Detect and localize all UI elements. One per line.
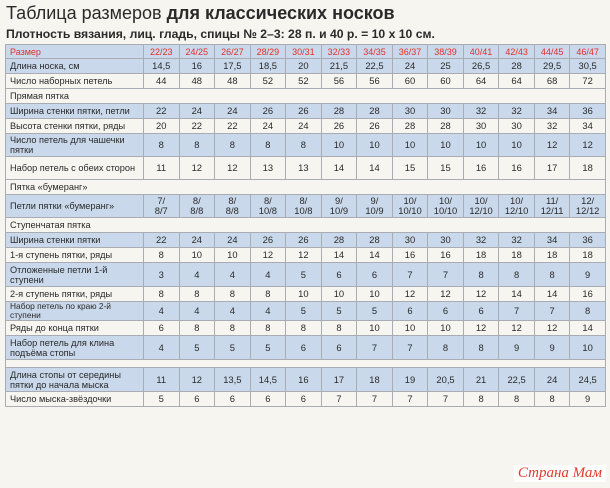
value-cell: 20 [144, 119, 180, 134]
value-cell: 6 [179, 392, 215, 407]
value-cell: 6 [250, 392, 286, 407]
value-cell: 7 [357, 392, 393, 407]
value-cell: 24 [179, 233, 215, 248]
value-cell: 5 [357, 302, 393, 321]
value-cell: 8 [428, 336, 464, 360]
value-cell: 30 [392, 233, 428, 248]
value-cell: 18 [570, 248, 606, 263]
value-cell: 34 [534, 104, 570, 119]
value-cell: 8 [321, 321, 357, 336]
value-cell: 7 [428, 263, 464, 287]
value-cell: 8 [215, 321, 251, 336]
value-cell: 4 [250, 263, 286, 287]
value-cell: 10 [321, 287, 357, 302]
value-cell: 8 [286, 321, 322, 336]
section-row [6, 89, 606, 104]
value-cell: 30 [428, 104, 464, 119]
value-cell: 7 [499, 302, 535, 321]
size-header-cell: 40/41 [463, 45, 499, 59]
value-cell: 10 [286, 287, 322, 302]
value-cell: 36 [570, 233, 606, 248]
value-cell: 34 [570, 119, 606, 134]
value-cell: 12 [179, 368, 215, 392]
value-cell: 24 [215, 104, 251, 119]
table-row [6, 321, 606, 336]
value-cell: 32 [499, 233, 535, 248]
value-cell: 16 [499, 157, 535, 180]
section-row [6, 360, 606, 368]
value-cell: 22,5 [357, 59, 393, 74]
size-header-cell: 34/35 [357, 45, 393, 59]
value-cell: 8 [463, 336, 499, 360]
value-cell: 8/ 8/8 [215, 195, 251, 218]
value-cell: 56 [321, 74, 357, 89]
value-cell: 26 [321, 119, 357, 134]
value-cell: 12 [499, 321, 535, 336]
value-cell: 22 [179, 119, 215, 134]
value-cell: 14,5 [144, 59, 180, 74]
value-cell: 34 [534, 233, 570, 248]
value-cell: 24,5 [570, 368, 606, 392]
title-regular: Таблица размеров [6, 3, 167, 23]
value-cell: 8 [286, 134, 322, 157]
value-cell: 10 [357, 321, 393, 336]
value-cell: 8/ 10/8 [286, 195, 322, 218]
value-cell: 12 [250, 248, 286, 263]
value-cell: 4 [144, 336, 180, 360]
value-cell: 12 [570, 134, 606, 157]
value-cell: 5 [144, 392, 180, 407]
value-cell: 56 [357, 74, 393, 89]
value-cell: 5 [215, 336, 251, 360]
value-cell: 28 [499, 59, 535, 74]
value-cell: 14 [570, 321, 606, 336]
value-cell: 22 [144, 233, 180, 248]
value-cell: 7 [357, 336, 393, 360]
size-header-label: Размер [6, 45, 144, 59]
value-cell: 6 [286, 336, 322, 360]
value-cell: 30 [463, 119, 499, 134]
value-cell: 6 [428, 302, 464, 321]
page-subtitle: Плотность вязания, лиц. гладь, спицы № 2–3: 28 п. и 40 р. = 10 x 10 см. [6, 27, 435, 41]
value-cell: 16 [392, 248, 428, 263]
value-cell: 28 [357, 104, 393, 119]
value-cell: 28 [321, 233, 357, 248]
row-label: Набор петель с обеих сторон [6, 157, 144, 180]
row-label: Число наборных петель [6, 74, 144, 89]
value-cell: 8 [179, 287, 215, 302]
page-title [6, 2, 395, 24]
value-cell: 17,5 [215, 59, 251, 74]
value-cell: 12 [179, 157, 215, 180]
row-label: Ширина стенки пятки [6, 233, 144, 248]
value-cell: 10 [428, 321, 464, 336]
value-cell: 5 [321, 302, 357, 321]
value-cell: 14 [321, 157, 357, 180]
value-cell: 9/ 10/9 [357, 195, 393, 218]
section-title: Ступенчатая пятка [6, 218, 606, 233]
value-cell: 22 [144, 104, 180, 119]
value-cell: 24 [215, 233, 251, 248]
watermark-logo: Страна Мам [514, 465, 606, 482]
row-label: Ширина стенки пятки, петли [6, 104, 144, 119]
value-cell: 7 [392, 392, 428, 407]
value-cell: 22,5 [499, 368, 535, 392]
value-cell: 8 [215, 287, 251, 302]
value-cell: 10 [179, 248, 215, 263]
value-cell: 10/ 12/10 [463, 195, 499, 218]
value-cell: 5 [286, 302, 322, 321]
value-cell: 24 [534, 368, 570, 392]
value-cell: 22 [215, 119, 251, 134]
value-cell: 10/ 10/10 [428, 195, 464, 218]
value-cell: 8 [534, 392, 570, 407]
value-cell: 48 [179, 74, 215, 89]
value-cell: 52 [250, 74, 286, 89]
table-row [6, 134, 606, 157]
value-cell: 18 [499, 248, 535, 263]
value-cell: 14,5 [250, 368, 286, 392]
value-cell: 30 [392, 104, 428, 119]
value-cell: 18 [463, 248, 499, 263]
table-row [6, 263, 606, 287]
value-cell: 26 [357, 119, 393, 134]
size-header-cell: 22/23 [144, 45, 180, 59]
value-cell: 10/ 12/10 [499, 195, 535, 218]
value-cell: 4 [179, 263, 215, 287]
value-cell: 8 [215, 134, 251, 157]
value-cell: 10 [321, 134, 357, 157]
row-label: Число мыска-звёздочки [6, 392, 144, 407]
value-cell: 8 [250, 134, 286, 157]
value-cell: 18 [570, 157, 606, 180]
value-cell: 16 [179, 59, 215, 74]
value-cell: 6 [392, 302, 428, 321]
size-table [5, 44, 606, 407]
value-cell: 5 [179, 336, 215, 360]
value-cell: 8 [499, 263, 535, 287]
value-cell: 10 [570, 336, 606, 360]
value-cell: 7 [321, 392, 357, 407]
value-cell: 14 [321, 248, 357, 263]
value-cell: 8 [144, 287, 180, 302]
row-label: Длина носка, см [6, 59, 144, 74]
value-cell: 9 [499, 336, 535, 360]
value-cell: 7/ 8/7 [144, 195, 180, 218]
value-cell: 8 [144, 248, 180, 263]
value-cell: 13,5 [215, 368, 251, 392]
row-label: Отложенные петли 1-й ступени [6, 263, 144, 287]
value-cell: 20,5 [428, 368, 464, 392]
value-cell: 26 [250, 104, 286, 119]
table-row [6, 302, 606, 321]
value-cell: 30 [499, 119, 535, 134]
table-row [6, 119, 606, 134]
value-cell: 14 [499, 287, 535, 302]
value-cell: 6 [463, 302, 499, 321]
value-cell: 32 [463, 233, 499, 248]
table-row [6, 233, 606, 248]
value-cell: 6 [321, 336, 357, 360]
row-label: Набор петель по краю 2-й ступени [6, 302, 144, 321]
value-cell: 52 [286, 74, 322, 89]
value-cell: 36 [570, 104, 606, 119]
value-cell: 15 [428, 157, 464, 180]
value-cell: 10 [357, 134, 393, 157]
value-cell: 10 [357, 287, 393, 302]
value-cell: 26 [286, 104, 322, 119]
table-row [6, 368, 606, 392]
value-cell: 11 [144, 157, 180, 180]
value-cell: 18 [534, 248, 570, 263]
table-row [6, 157, 606, 180]
value-cell: 24 [179, 104, 215, 119]
value-cell: 20 [286, 59, 322, 74]
value-cell: 32 [499, 104, 535, 119]
value-cell: 7 [534, 302, 570, 321]
value-cell: 8/ 10/8 [250, 195, 286, 218]
value-cell: 7 [392, 263, 428, 287]
value-cell: 4 [179, 302, 215, 321]
value-cell: 18 [357, 368, 393, 392]
value-cell: 26,5 [463, 59, 499, 74]
value-cell: 4 [215, 263, 251, 287]
value-cell: 19 [392, 368, 428, 392]
table-row [6, 287, 606, 302]
table-row [6, 336, 606, 360]
value-cell: 8 [499, 392, 535, 407]
value-cell: 15 [392, 157, 428, 180]
row-label: Ряды до конца пятки [6, 321, 144, 336]
value-cell: 14 [534, 287, 570, 302]
value-cell: 26 [286, 233, 322, 248]
value-cell: 5 [286, 263, 322, 287]
value-cell: 8 [179, 134, 215, 157]
value-cell: 10/ 10/10 [392, 195, 428, 218]
value-cell: 72 [570, 74, 606, 89]
value-cell: 28 [357, 233, 393, 248]
value-cell: 6 [321, 263, 357, 287]
value-cell: 13 [286, 157, 322, 180]
size-header-cell: 30/31 [286, 45, 322, 59]
value-cell: 24 [392, 59, 428, 74]
value-cell: 16 [463, 157, 499, 180]
header-row [6, 45, 606, 59]
size-header-cell: 38/39 [428, 45, 464, 59]
value-cell: 30 [428, 233, 464, 248]
value-cell: 64 [499, 74, 535, 89]
value-cell: 30,5 [570, 59, 606, 74]
value-cell: 12 [463, 321, 499, 336]
value-cell: 11 [144, 368, 180, 392]
value-cell: 6 [144, 321, 180, 336]
value-cell: 8 [144, 134, 180, 157]
value-cell: 12 [286, 248, 322, 263]
row-label: Число петель для чашечки пятки [6, 134, 144, 157]
value-cell: 24 [286, 119, 322, 134]
value-cell: 16 [570, 287, 606, 302]
value-cell: 12 [463, 287, 499, 302]
value-cell: 12 [534, 134, 570, 157]
value-cell: 48 [215, 74, 251, 89]
value-cell: 12 [534, 321, 570, 336]
value-cell: 5 [250, 336, 286, 360]
value-cell: 16 [428, 248, 464, 263]
value-cell: 3 [144, 263, 180, 287]
table-row [6, 59, 606, 74]
value-cell: 25 [428, 59, 464, 74]
value-cell: 24 [250, 119, 286, 134]
table-row [6, 74, 606, 89]
value-cell: 14 [357, 157, 393, 180]
value-cell: 64 [463, 74, 499, 89]
value-cell: 8 [250, 321, 286, 336]
value-cell: 7 [392, 336, 428, 360]
value-cell: 13 [250, 157, 286, 180]
value-cell: 7 [428, 392, 464, 407]
value-cell: 6 [215, 392, 251, 407]
value-cell: 10 [392, 321, 428, 336]
value-cell: 10 [499, 134, 535, 157]
size-header-cell: 26/27 [215, 45, 251, 59]
value-cell: 9/ 10/9 [321, 195, 357, 218]
value-cell: 4 [250, 302, 286, 321]
value-cell: 28 [428, 119, 464, 134]
size-header-cell: 42/43 [499, 45, 535, 59]
value-cell: 4 [144, 302, 180, 321]
value-cell: 6 [286, 392, 322, 407]
value-cell: 8 [463, 263, 499, 287]
table-row [6, 248, 606, 263]
value-cell: 8 [179, 321, 215, 336]
value-cell: 32 [534, 119, 570, 134]
size-header-cell: 46/47 [570, 45, 606, 59]
row-label: 2-я ступень пятки, ряды [6, 287, 144, 302]
value-cell: 18,5 [250, 59, 286, 74]
section-title: Прямая пятка [6, 89, 606, 104]
value-cell: 17 [321, 368, 357, 392]
value-cell: 9 [534, 336, 570, 360]
row-label: Набор петель для клина подъёма стопы [6, 336, 144, 360]
size-header-cell: 24/25 [179, 45, 215, 59]
value-cell: 32 [463, 104, 499, 119]
value-cell: 10 [463, 134, 499, 157]
value-cell: 9 [570, 392, 606, 407]
value-cell: 8 [463, 392, 499, 407]
value-cell: 16 [286, 368, 322, 392]
table-row [6, 195, 606, 218]
row-label: Высота стенки пятки, ряды [6, 119, 144, 134]
value-cell: 21 [463, 368, 499, 392]
size-header-cell: 36/37 [392, 45, 428, 59]
section-row [6, 180, 606, 195]
value-cell: 8 [570, 302, 606, 321]
section-row [6, 218, 606, 233]
section-title [6, 360, 606, 368]
row-label: 1-я ступень пятки, ряды [6, 248, 144, 263]
value-cell: 8 [250, 287, 286, 302]
value-cell: 10 [215, 248, 251, 263]
size-header-cell: 44/45 [534, 45, 570, 59]
value-cell: 10 [428, 134, 464, 157]
value-cell: 6 [357, 263, 393, 287]
value-cell: 12 [392, 287, 428, 302]
value-cell: 12/ 12/12 [570, 195, 606, 218]
value-cell: 17 [534, 157, 570, 180]
value-cell: 10 [392, 134, 428, 157]
value-cell: 11/ 12/11 [534, 195, 570, 218]
section-title: Пятка «бумеранг» [6, 180, 606, 195]
value-cell: 14 [357, 248, 393, 263]
title-bold: для классических носков [166, 3, 395, 23]
value-cell: 60 [392, 74, 428, 89]
size-header-cell: 32/33 [321, 45, 357, 59]
value-cell: 26 [250, 233, 286, 248]
value-cell: 8 [534, 263, 570, 287]
value-cell: 8/ 8/8 [179, 195, 215, 218]
value-cell: 28 [392, 119, 428, 134]
row-label: Петли пятки «бумеранг» [6, 195, 144, 218]
value-cell: 29,5 [534, 59, 570, 74]
value-cell: 44 [144, 74, 180, 89]
size-header-cell: 28/29 [250, 45, 286, 59]
value-cell: 12 [428, 287, 464, 302]
value-cell: 21,5 [321, 59, 357, 74]
value-cell: 68 [534, 74, 570, 89]
value-cell: 28 [321, 104, 357, 119]
value-cell: 60 [428, 74, 464, 89]
table-row [6, 104, 606, 119]
value-cell: 9 [570, 263, 606, 287]
row-label: Длина стопы от середины пятки до начала мыска [6, 368, 144, 392]
table-row [6, 392, 606, 407]
value-cell: 4 [215, 302, 251, 321]
value-cell: 12 [215, 157, 251, 180]
